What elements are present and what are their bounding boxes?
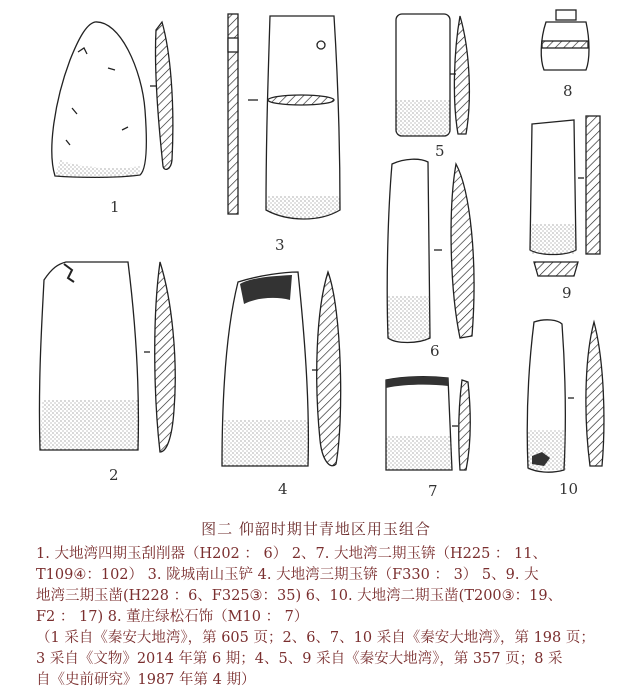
artifact-10-chisel-drawing: [527, 320, 604, 472]
artifact-7-adze-drawing: [386, 377, 470, 470]
figure-label-6: 6: [430, 342, 440, 360]
figure-label-3: 3: [275, 236, 285, 254]
caption-line: 地湾三期玉凿(H228 ：6、F325③：35) 6、10. 大地湾二期玉凿(T200③：19、: [36, 588, 563, 604]
figure-title: 图二 仰韶时期甘青地区用玉组合: [201, 520, 431, 538]
artifact-1-scraper-drawing: [52, 22, 173, 177]
figure-label-10: 10: [559, 480, 579, 498]
figure-label-5: 5: [435, 142, 445, 160]
figure-caption: [36, 544, 626, 691]
artifact-4-adze-drawing: [222, 272, 341, 466]
source-line: 自《史前研究》1987 年第 4 期）: [36, 672, 256, 688]
caption-line: F2 ： 17) 8. 董庄绿松石饰（M10 ： 7）: [36, 609, 309, 625]
caption-line: 1. 大地湾四期玉刮削器（H202 ： 6） 2、7. 大地湾二期玉锛（H225 ： 11、: [36, 546, 547, 562]
artifact-8-turquoise-ornament-drawing: [541, 10, 589, 70]
source-line: 3 采自《文物》2014 年第 6 期；4、5、9 采自《秦安大地湾》，第 357 页；8 采: [36, 651, 563, 667]
figure-label-4: 4: [278, 480, 288, 498]
source-line: （1 采自《秦安大地湾》，第 605 页；2、6、7、10 采自《秦安大地湾》，第 198 页；: [36, 630, 595, 646]
caption-line: T109④：102） 3. 陇城南山玉铲 4. 大地湾三期玉锛（F330 ： 3） 5、9. 大: [36, 567, 539, 583]
figure-label-1: 1: [110, 198, 120, 216]
artifact-6-chisel-drawing: [387, 159, 474, 342]
figure-label-9: 9: [562, 284, 572, 302]
artifact-9-chisel-drawing: [530, 116, 600, 276]
figure-label-8: 8: [563, 82, 573, 100]
figure-label-2: 2: [109, 466, 119, 484]
artifact-5-chisel-drawing: [396, 14, 469, 136]
figure-label-7: 7: [428, 482, 438, 500]
artifact-3-shovel-drawing: [228, 14, 340, 219]
artifact-2-adze-drawing: [39, 262, 175, 452]
